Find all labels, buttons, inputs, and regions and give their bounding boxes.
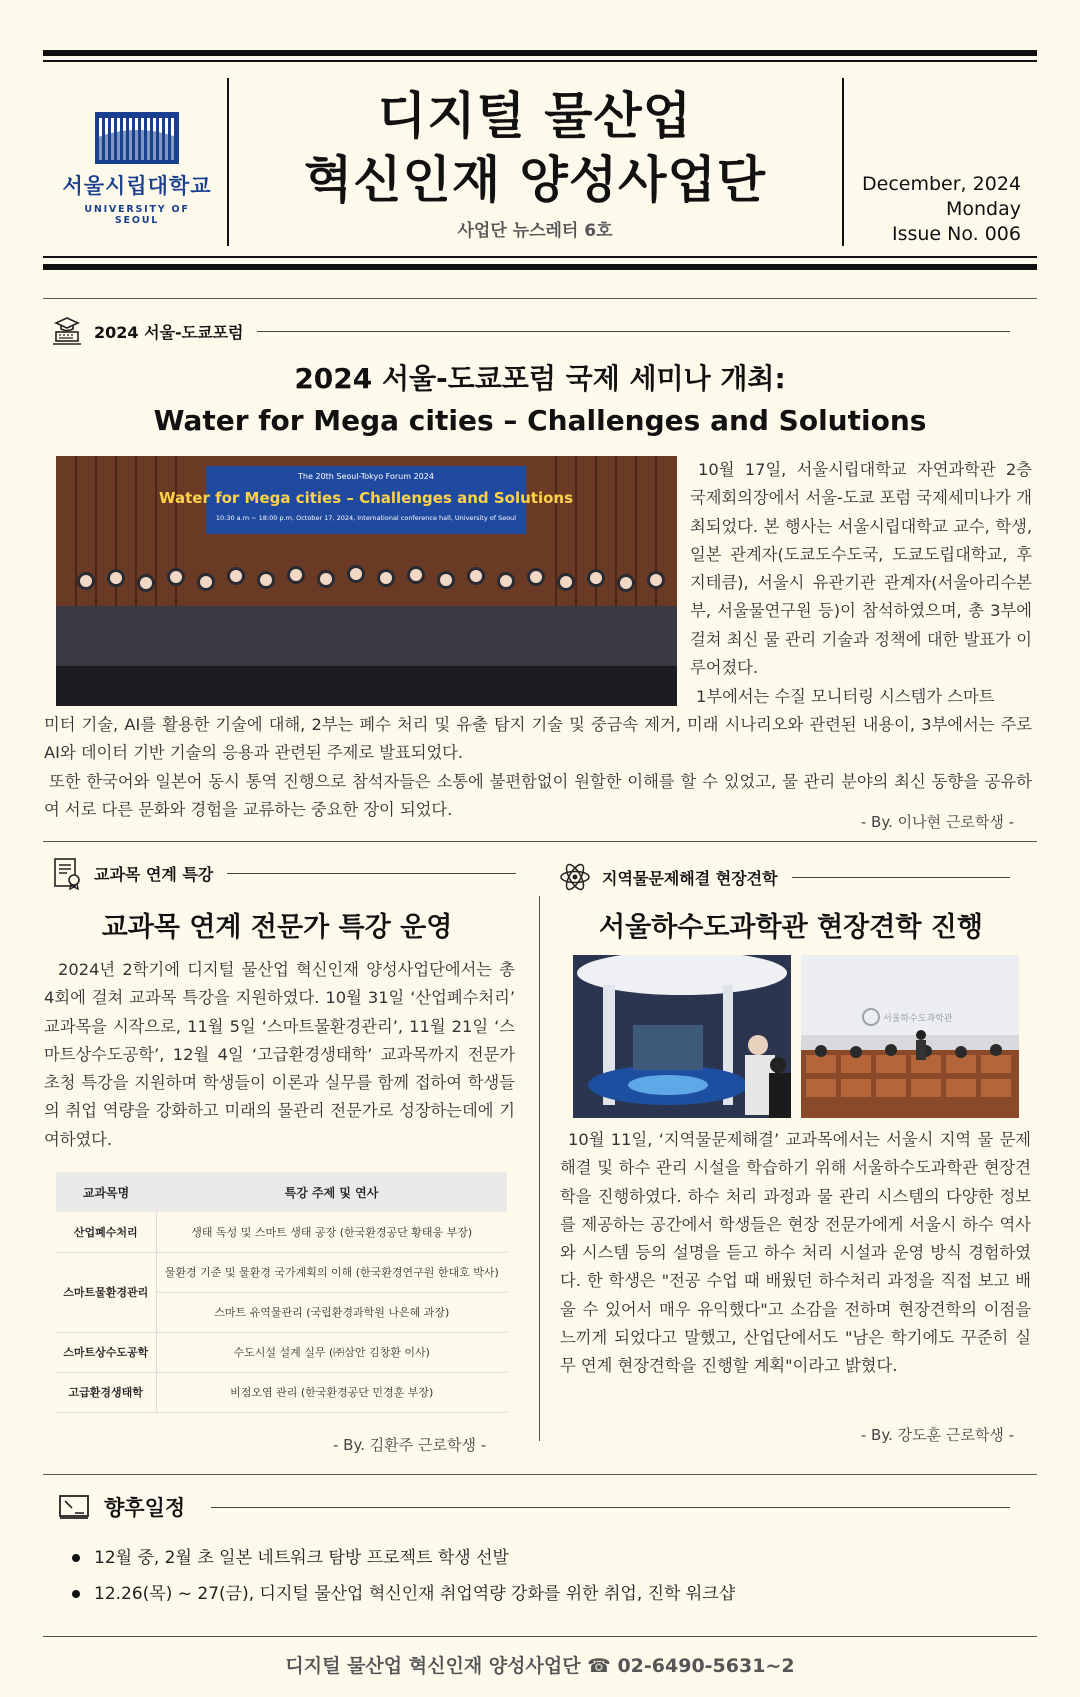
- list-item: [72, 1576, 735, 1612]
- bullet-dot-icon: [72, 1554, 80, 1562]
- university-logo: [62, 112, 212, 226]
- graduation-laptop-icon: [50, 314, 84, 348]
- forum-section-header: [50, 314, 1010, 348]
- forum-paragraph-2a: 1부에서는 수질 모니터링 시스템가 스마트: [696, 687, 995, 706]
- upcoming-section-label: 향후일정: [104, 1496, 186, 1520]
- upcoming-item-text: 12.26(목) ~ 27(금), 디지털 물산업 혁신인재 취업역량 강화를 위한 취업, 진학 워크샵: [94, 1584, 736, 1604]
- university-name-ko: 서울시립대학교: [62, 174, 212, 198]
- header-bottom-rule-thick: [43, 264, 1037, 270]
- lecture-section-line: [227, 873, 516, 874]
- forum-banner-caption2: 10:30 a.m ~ 18:00 p.m, October 17, 2024, International conference hall, University of Seoul: [215, 514, 517, 522]
- forum-banner-caption1: Water for Mega cities – Challenges and Solutions: [158, 489, 574, 507]
- top-rule-thick: [43, 50, 1037, 56]
- table-cell-topic: 물환경 기준 및 물환경 국가계획의 이해 (한국환경연구원 한대호 박사): [156, 1252, 507, 1292]
- table-row: [56, 1212, 507, 1252]
- footer-contact: 디지털 물산업 혁신인재 양성사업단 ☎ 02-6490-5631~2: [285, 1655, 795, 1677]
- table-cell-subject: 산업폐수처리: [56, 1212, 156, 1252]
- table-row: [56, 1372, 507, 1412]
- fieldtrip-photo-hall: [573, 955, 791, 1118]
- lecture-byline: - By. 김환주 근로학생 -: [333, 1436, 487, 1454]
- lecture-section-label: 교과목 연계 특강: [94, 864, 214, 884]
- table-cell-topic: 생태 독성 및 스마트 생태 공장 (한국환경공단 황태웅 부장): [156, 1212, 507, 1252]
- forum-headline-line1: 2024 서울-도쿄포럼 국제 세미나 개최:: [294, 362, 786, 395]
- newsletter-title-line2: 혁신인재 양성사업단: [303, 151, 767, 209]
- presentation-board-icon: [54, 1490, 94, 1524]
- forum-byline: - By. 이나현 근로학생 -: [860, 813, 1014, 831]
- bullet-dot-icon: [72, 1590, 80, 1598]
- table-cell-subject: 스마트상수도공학: [56, 1332, 156, 1372]
- top-rule-thin: [43, 60, 1037, 62]
- footer-rule: [43, 1636, 1037, 1637]
- issue-info: [862, 172, 1021, 247]
- table-row: [56, 1332, 507, 1372]
- lecture-headline: 교과목 연계 전문가 특강 운영: [101, 912, 453, 943]
- fieldtrip-section-label: 지역물문제해결 현장견학: [602, 868, 778, 888]
- fieldtrip-byline: - By. 강도훈 근로학생 -: [860, 1426, 1014, 1444]
- header-divider-left: [227, 78, 229, 246]
- masthead: [230, 84, 840, 241]
- section-rule-middle: [43, 841, 1037, 842]
- upcoming-section-header: [54, 1490, 1010, 1524]
- issue-date: December, 2024: [862, 173, 1021, 195]
- forum-section-label: 2024 서울-도쿄포럼: [94, 322, 244, 342]
- fieldtrip-paragraph: 10월 11일, ‘지역물문제해결’ 교과목에서는 서울시 지역 물 문제 해결 및 하수 관리 시설을 학습하기 위해 서울하수도과학관 현장견학을 진행하였다. 하수 처리 과정과 물 관리 시스템의 다양한 정보를 제공하는 공간에서 학생들은 현장 전문가에게 서울시 하수 역사와 시스템 등의 설명을 듣고 하수 처리 시설과 운영 방식 경험하였다. 한 학생은 "전공 수업 때 배웠던 하수처리 과정을 직접 보고 배울 수 있어서 매우 유익했다"고 소감을 전하며 현장견학의 이점을 느끼게 되었다고 말했고, 산업단에서도 "남은 학기에도 꾸준히 실무 연계 현장견학을 진행할 계획"이라고 밝혔다.: [560, 1130, 1031, 1376]
- newsletter-subtitle: 사업단 뉴스레터 6호: [457, 221, 613, 241]
- lecture-paragraph: 2024년 2학기에 디지털 물산업 혁신인재 양성사업단에서는 총 4회에 걸쳐 교과목 특강을 지원하였다. 10월 31일 ‘산업폐수처리’ 교과목을 시작으로, 11월 5일 ‘스마트물환경관리’, 11월 21일 ‘스마트상수도공학’, 12월 4일 ‘고급환경생태학’ 교과목까지 전문가 초청 특강을 지원하며 학생들이 이론과 실무를 함께 접하여 학생들의 취업 역량을 강화하고 미래의 물관리 전문가로 성장하는데에 기여하였다.: [44, 960, 515, 1149]
- section-rule-forum: [43, 298, 1037, 299]
- column-divider: [539, 896, 540, 1441]
- lecture-table-header-subject: 교과목명: [56, 1172, 156, 1212]
- table-cell-topic: 수도시설 설계 실무 (㈜삼안 김창환 이사): [156, 1332, 507, 1372]
- lecture-table-header-row: [56, 1172, 507, 1212]
- table-cell-topic: 비점오염 관리 (한국환경공단 민경훈 부장): [156, 1372, 507, 1412]
- fieldtrip-section-header: [558, 860, 1010, 894]
- forum-paragraph-3: 또한 한국어와 일본어 동시 통역 진행으로 참석자들은 소통에 불편함없이 원할한 이해를 할 수 있었고, 물 관리 분야의 최신 동향을 공유하여 서로 다른 문화와 경험을 교류하는 중요한 장이 되었다.: [44, 772, 1032, 820]
- table-cell-subject: 스마트물환경관리: [56, 1252, 156, 1332]
- table-row: [56, 1252, 507, 1292]
- forum-headline: [60, 358, 1020, 442]
- newsletter-title-line1: 디지털 물산업: [377, 87, 693, 145]
- upcoming-item-text: 12월 중, 2월 초 일본 네트워크 탐방 프로젝트 학생 선발: [94, 1548, 509, 1568]
- list-item: [72, 1540, 735, 1576]
- table-cell-topic: 스마트 유역물관리 (국립환경과학원 나은혜 과장): [156, 1292, 507, 1332]
- upcoming-list: [72, 1540, 735, 1612]
- section-rule-upcoming: [43, 1474, 1037, 1475]
- issue-weekday: Monday: [945, 198, 1021, 220]
- forum-paragraph-1: 10월 17일, 서울시립대학교 자연과학관 2층 국제회의장에서 서울-도쿄 포럼 국제세미나가 개최되었다. 본 행사는 서울시립대학교 교수, 학생, 일본 관계자(도쿄도수도국, 도쿄도립대학교, 후지테큼), 서울시 유관기관 관계자(서울아리수본부, 서울물연구원 등)이 참석하였으며, 총 3부에 걸쳐 최신 물 관리 기술과 정책에 대한 발표가 이루어졌다.: [690, 460, 1032, 678]
- lecture-table-header-topic: 특강 주제 및 연사: [156, 1172, 507, 1212]
- lecture-section-header: [50, 856, 516, 890]
- certificate-icon: [50, 856, 84, 890]
- atom-icon: [558, 860, 592, 894]
- header-bottom-rule-thin: [43, 256, 1037, 258]
- forum-banner-caption0: The 20th Seoul-Tokyo Forum 2024: [298, 472, 434, 481]
- lecture-table: [56, 1172, 507, 1413]
- fieldtrip-photo-lecture-room: [801, 955, 1019, 1118]
- issue-number: Issue No. 006: [891, 223, 1021, 245]
- fieldtrip-headline: 서울하수도과학관 현장견학 진행: [599, 912, 983, 943]
- fieldtrip-photo-sign: 서울하수도과학관: [883, 1014, 953, 1024]
- upcoming-section-line: [211, 1507, 1010, 1508]
- university-name-en: UNIVERSITY OF SEOUL: [84, 204, 190, 226]
- university-emblem-icon: [95, 112, 179, 164]
- forum-group-photo: [56, 456, 677, 706]
- forum-paragraph-2b: 미터 기술, AI를 활용한 기술에 대해, 2부는 폐수 처리 및 유출 탐지 기술 및 중금속 제거, 미래 시나리오와 관련된 내용이, 3부에서는 주로 AI와 데이터 기반 기술의 응용과 관련된 주제로 발표되었다.: [44, 715, 1032, 763]
- forum-section-line: [257, 331, 1010, 332]
- header-divider-right: [842, 78, 844, 246]
- forum-headline-line2: Water for Mega cities – Challenges and Solutions: [153, 404, 927, 437]
- fieldtrip-section-line: [792, 877, 1010, 878]
- table-cell-subject: 고급환경생태학: [56, 1372, 156, 1412]
